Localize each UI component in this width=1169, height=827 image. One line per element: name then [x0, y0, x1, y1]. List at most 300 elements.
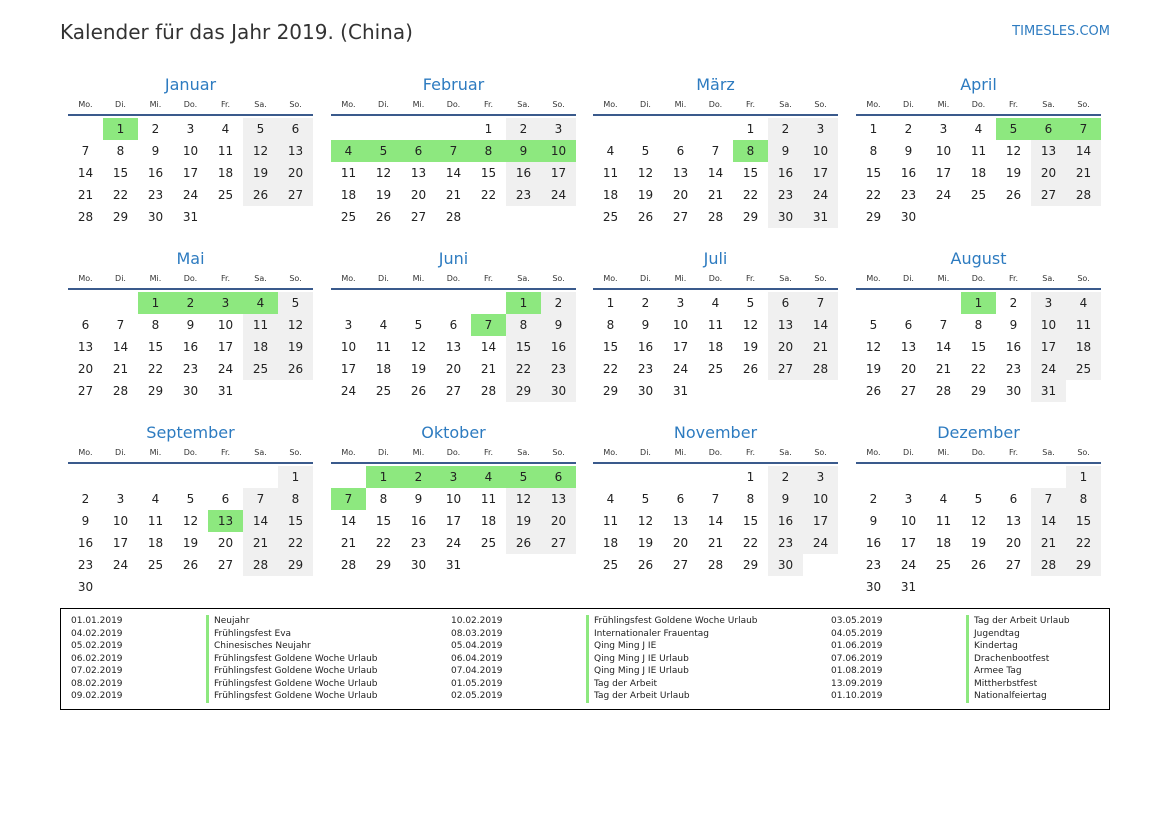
day-cell: 5	[243, 118, 278, 140]
weekday-label: Fr.	[483, 100, 494, 109]
weekday-label: Do.	[708, 100, 723, 109]
day-cell: 23	[182, 362, 199, 376]
day-cell: 11	[707, 318, 724, 332]
day-cell: 21	[803, 336, 838, 358]
day-cell: 8	[1066, 488, 1101, 510]
holiday-name: Jugendtag	[966, 628, 1020, 641]
holiday-name: Frühlingsfest Eva	[206, 628, 291, 641]
day-cell: 8	[278, 488, 313, 510]
day-cell: 27	[1031, 184, 1066, 206]
day-cell: 22	[506, 358, 541, 380]
day-cell: 3	[186, 122, 195, 136]
day-cell: 26	[506, 532, 541, 554]
day-cell: 28	[803, 358, 838, 380]
day-cell: 12	[410, 340, 427, 354]
day-cell: 7	[81, 144, 90, 158]
day-grid	[593, 118, 838, 228]
day-cell: 27	[410, 210, 427, 224]
day-cell: 17	[445, 514, 462, 528]
holiday-row	[831, 615, 1169, 628]
empty-cell	[856, 466, 891, 488]
empty-cell	[996, 466, 1031, 488]
day-cell: 14	[340, 514, 357, 528]
holiday-name: Chinesisches Neujahr	[206, 640, 311, 653]
weekday-label: Di.	[115, 274, 126, 283]
day-cell: 14	[112, 340, 129, 354]
weekday-label: Fr.	[1008, 448, 1019, 457]
day-cell: 7	[711, 492, 720, 506]
day-cell: 5	[641, 144, 650, 158]
weekday-header	[593, 447, 838, 464]
day-cell: 21	[243, 532, 278, 554]
day-cell: 9	[768, 140, 803, 162]
day-cell: 10	[672, 318, 689, 332]
month-juli	[593, 248, 838, 402]
weekday-label: So.	[289, 274, 302, 283]
empty-cell	[103, 292, 138, 314]
weekday-label: Mo.	[341, 448, 356, 457]
day-cell: 20	[672, 536, 689, 550]
holiday-row	[831, 640, 1169, 653]
day-cell: 3	[676, 296, 685, 310]
day-cell: 26	[637, 210, 654, 224]
day-cell: 18	[340, 188, 357, 202]
day-cell: 7	[1031, 488, 1066, 510]
day-cell: 30	[410, 558, 427, 572]
day-cell: 12	[742, 318, 759, 332]
day-cell: 14	[480, 340, 497, 354]
day-cell: 28	[77, 210, 94, 224]
day-cell: 7	[803, 292, 838, 314]
day-cell: 22	[602, 362, 619, 376]
day-cell: 2	[173, 292, 208, 314]
month-title: Oktober	[421, 423, 486, 442]
day-cell: 14	[707, 166, 724, 180]
day-cell: 7	[471, 314, 506, 336]
day-cell: 18	[375, 362, 392, 376]
day-cell: 20	[768, 336, 803, 358]
day-cell: 31	[900, 580, 917, 594]
weekday-header	[593, 99, 838, 116]
day-cell: 29	[742, 210, 759, 224]
day-cell: 24	[217, 362, 234, 376]
day-cell: 11	[602, 166, 619, 180]
weekday-label: Do.	[446, 274, 461, 283]
weekday-label: So.	[1077, 448, 1090, 457]
holiday-row	[71, 678, 431, 691]
weekday-label: Mi.	[412, 274, 425, 283]
day-cell: 21	[707, 188, 724, 202]
day-cell: 26	[410, 384, 427, 398]
day-cell: 16	[506, 162, 541, 184]
holiday-row	[71, 665, 431, 678]
day-cell: 14	[445, 166, 462, 180]
day-cell: 29	[865, 210, 882, 224]
day-cell: 6	[278, 118, 313, 140]
day-cell: 29	[602, 384, 619, 398]
holiday-name: Frühlingsfest Goldene Woche Urlaub	[206, 690, 378, 703]
holiday-row	[831, 665, 1169, 678]
month-title: Mai	[176, 249, 205, 268]
day-cell: 24	[900, 558, 917, 572]
weekday-label: Do.	[708, 274, 723, 283]
month-november	[593, 422, 838, 576]
day-cell: 11	[602, 514, 619, 528]
weekday-label: Mi.	[937, 100, 950, 109]
day-cell: 1	[869, 122, 878, 136]
holiday-date: 01.06.2019	[831, 641, 883, 651]
day-cell: 23	[900, 188, 917, 202]
day-cell: 18	[602, 188, 619, 202]
holiday-name: Drachenbootfest	[966, 653, 1049, 666]
holiday-row	[831, 678, 1169, 691]
weekday-header	[68, 99, 313, 116]
day-cell: 7	[116, 318, 125, 332]
holiday-date: 04.02.2019	[71, 628, 123, 639]
day-cell: 26	[970, 558, 987, 572]
weekday-label: Mi.	[674, 100, 687, 109]
holiday-list	[60, 608, 1110, 710]
empty-cell	[331, 466, 366, 488]
day-cell: 16	[77, 536, 94, 550]
day-grid	[331, 466, 576, 576]
empty-cell	[366, 118, 401, 140]
day-cell: 25	[602, 558, 619, 572]
weekday-header	[68, 447, 313, 464]
day-cell: 23	[541, 358, 576, 380]
day-cell: 7	[1066, 118, 1101, 140]
day-grid	[593, 292, 838, 402]
day-cell: 10	[340, 340, 357, 354]
holiday-row	[451, 690, 811, 703]
weekday-label: Fr.	[745, 274, 756, 283]
day-cell: 22	[742, 188, 759, 202]
day-cell: 25	[480, 536, 497, 550]
month-februar	[331, 74, 576, 228]
day-cell: 21	[445, 188, 462, 202]
day-cell: 16	[541, 336, 576, 358]
day-cell: 1	[138, 292, 173, 314]
month-title: März	[696, 75, 735, 94]
holiday-date: 05.04.2019	[451, 641, 503, 651]
day-cell: 17	[541, 162, 576, 184]
day-cell: 15	[742, 514, 759, 528]
day-cell: 22	[375, 536, 392, 550]
day-cell: 12	[182, 514, 199, 528]
day-cell: 4	[1066, 292, 1101, 314]
month-title: Januar	[164, 75, 217, 94]
day-cell: 10	[1031, 314, 1066, 336]
weekday-label: Mo.	[866, 274, 881, 283]
day-cell: 13	[1031, 140, 1066, 162]
day-cell: 15	[742, 166, 759, 180]
holiday-date: 05.02.2019	[71, 641, 123, 651]
day-cell: 7	[243, 488, 278, 510]
day-cell: 29	[1066, 554, 1101, 576]
day-cell: 30	[865, 580, 882, 594]
month-title: September	[146, 423, 235, 442]
day-cell: 21	[77, 188, 94, 202]
day-cell: 14	[707, 514, 724, 528]
day-cell: 27	[768, 358, 803, 380]
holiday-row	[451, 640, 811, 653]
day-cell: 31	[182, 210, 199, 224]
day-cell: 19	[742, 340, 759, 354]
weekday-label: Mo.	[866, 448, 881, 457]
day-cell: 10	[803, 140, 838, 162]
day-cell: 24	[803, 532, 838, 554]
weekday-label: Do.	[446, 100, 461, 109]
day-cell: 12	[278, 314, 313, 336]
weekday-header	[331, 447, 576, 464]
empty-cell	[401, 292, 436, 314]
day-cell: 13	[77, 340, 94, 354]
day-cell: 2	[401, 466, 436, 488]
day-cell: 12	[506, 488, 541, 510]
day-cell: 23	[768, 184, 803, 206]
empty-cell	[243, 466, 278, 488]
holiday-name: Internationaler Frauentag	[586, 628, 709, 641]
day-cell: 22	[278, 532, 313, 554]
day-cell: 9	[81, 514, 90, 528]
weekday-label: Mo.	[78, 274, 93, 283]
day-cell: 7	[711, 144, 720, 158]
holiday-name: Frühlingsfest Goldene Woche Urlaub	[206, 665, 378, 678]
day-cell: 15	[865, 166, 882, 180]
day-cell: 15	[480, 166, 497, 180]
empty-cell	[926, 292, 961, 314]
weekday-label: Fr.	[220, 448, 231, 457]
empty-cell	[961, 466, 996, 488]
day-cell: 30	[768, 554, 803, 576]
day-cell: 11	[340, 166, 357, 180]
holiday-name: Kindertag	[966, 640, 1018, 653]
weekday-label: So.	[289, 448, 302, 457]
day-cell: 24	[182, 188, 199, 202]
day-cell: 27	[672, 210, 689, 224]
day-cell: 16	[865, 536, 882, 550]
weekday-label: Fr.	[1008, 274, 1019, 283]
holiday-date: 04.05.2019	[831, 628, 883, 639]
weekday-label: So.	[289, 100, 302, 109]
page-title: Kalender für das Jahr 2019. (China)	[60, 20, 413, 44]
weekday-label: Mo.	[866, 100, 881, 109]
day-cell: 25	[1066, 358, 1101, 380]
day-cell: 31	[672, 384, 689, 398]
site-link[interactable]: TIMESLES.COM	[1012, 24, 1110, 39]
weekday-label: Di.	[378, 274, 389, 283]
weekday-label: Mo.	[78, 448, 93, 457]
weekday-label: Di.	[378, 100, 389, 109]
day-cell: 3	[116, 492, 125, 506]
day-cell: 4	[711, 296, 720, 310]
day-cell: 10	[803, 488, 838, 510]
day-cell: 15	[112, 166, 129, 180]
empty-cell	[698, 466, 733, 488]
weekday-label: Fr.	[745, 448, 756, 457]
day-cell: 29	[112, 210, 129, 224]
day-cell: 24	[340, 384, 357, 398]
day-cell: 14	[935, 340, 952, 354]
day-cell: 19	[637, 188, 654, 202]
day-cell: 19	[1005, 166, 1022, 180]
weekday-label: So.	[552, 448, 565, 457]
day-cell: 24	[541, 184, 576, 206]
holiday-row	[71, 615, 431, 628]
day-cell: 29	[970, 384, 987, 398]
day-cell: 22	[865, 188, 882, 202]
day-cell: 23	[1005, 362, 1022, 376]
day-cell: 24	[672, 362, 689, 376]
day-cell: 29	[375, 558, 392, 572]
day-cell: 14	[77, 166, 94, 180]
day-cell: 28	[1066, 184, 1101, 206]
weekday-header	[856, 273, 1101, 290]
day-cell: 4	[606, 144, 615, 158]
day-cell: 13	[900, 340, 917, 354]
empty-cell	[698, 118, 733, 140]
empty-cell	[366, 292, 401, 314]
day-cell: 31	[803, 206, 838, 228]
day-cell: 6	[676, 144, 685, 158]
day-cell: 2	[768, 466, 803, 488]
month-september	[68, 422, 313, 598]
day-cell: 16	[768, 162, 803, 184]
day-cell: 3	[803, 466, 838, 488]
day-cell: 13	[278, 140, 313, 162]
weekday-header	[331, 99, 576, 116]
day-cell: 23	[410, 536, 427, 550]
day-cell: 5	[974, 492, 983, 506]
holiday-row	[831, 653, 1169, 666]
holiday-name: Frühlingsfest Goldene Woche Urlaub	[206, 678, 378, 691]
holiday-row	[451, 665, 811, 678]
day-cell: 24	[803, 184, 838, 206]
weekday-label: Mo.	[603, 100, 618, 109]
day-cell: 6	[904, 318, 913, 332]
day-cell: 3	[436, 466, 471, 488]
day-cell: 2	[904, 122, 913, 136]
day-cell: 26	[243, 184, 278, 206]
day-cell: 24	[1031, 358, 1066, 380]
day-cell: 13	[768, 314, 803, 336]
weekday-label: Di.	[903, 448, 914, 457]
day-cell: 1	[366, 466, 401, 488]
day-cell: 14	[803, 314, 838, 336]
day-cell: 12	[243, 140, 278, 162]
day-cell: 19	[243, 162, 278, 184]
day-cell: 8	[506, 314, 541, 336]
day-cell: 28	[935, 384, 952, 398]
day-cell: 7	[939, 318, 948, 332]
weekday-label: Fr.	[483, 448, 494, 457]
day-cell: 27	[445, 384, 462, 398]
empty-cell	[926, 466, 961, 488]
day-cell: 25	[340, 210, 357, 224]
day-cell: 9	[641, 318, 650, 332]
weekday-label: Sa.	[779, 448, 792, 457]
day-cell: 15	[147, 340, 164, 354]
day-cell: 15	[278, 510, 313, 532]
day-cell: 9	[151, 144, 160, 158]
day-cell: 11	[935, 514, 952, 528]
empty-cell	[891, 466, 926, 488]
month-oktober	[331, 422, 576, 576]
day-cell: 8	[116, 144, 125, 158]
day-cell: 4	[379, 318, 388, 332]
day-cell: 4	[974, 122, 983, 136]
day-cell: 13	[445, 340, 462, 354]
day-cell: 8	[379, 492, 388, 506]
holiday-date: 06.02.2019	[71, 653, 123, 664]
day-cell: 1	[746, 122, 755, 136]
day-cell: 2	[768, 118, 803, 140]
day-cell: 5	[746, 296, 755, 310]
day-cell: 28	[707, 558, 724, 572]
month-title: Juni	[438, 249, 469, 268]
day-cell: 2	[869, 492, 878, 506]
day-cell: 23	[147, 188, 164, 202]
weekday-label: Di.	[640, 274, 651, 283]
weekday-label: Do.	[183, 274, 198, 283]
weekday-label: Sa.	[254, 448, 267, 457]
weekday-label: Di.	[378, 448, 389, 457]
day-cell: 21	[480, 362, 497, 376]
weekday-label: Mi.	[674, 448, 687, 457]
weekday-label: Di.	[115, 100, 126, 109]
day-cell: 1	[746, 470, 755, 484]
day-cell: 4	[243, 292, 278, 314]
day-grid	[331, 118, 576, 228]
day-cell: 18	[707, 340, 724, 354]
day-cell: 23	[865, 558, 882, 572]
day-cell: 13	[1005, 514, 1022, 528]
day-cell: 17	[1031, 336, 1066, 358]
day-cell: 23	[506, 184, 541, 206]
month-title: November	[673, 423, 758, 442]
day-cell: 30	[1005, 384, 1022, 398]
day-cell: 30	[541, 380, 576, 402]
day-cell: 5	[869, 318, 878, 332]
day-cell: 20	[278, 162, 313, 184]
day-cell: 13	[410, 166, 427, 180]
weekday-label: Mi.	[412, 448, 425, 457]
weekday-label: Fr.	[220, 100, 231, 109]
day-cell: 26	[1005, 188, 1022, 202]
empty-cell	[208, 466, 243, 488]
empty-cell	[331, 292, 366, 314]
day-cell: 20	[541, 510, 576, 532]
day-cell: 3	[1031, 292, 1066, 314]
day-cell: 16	[768, 510, 803, 532]
weekday-label: Mi.	[937, 448, 950, 457]
day-cell: 20	[77, 362, 94, 376]
day-cell: 6	[768, 292, 803, 314]
month-mai	[68, 248, 313, 402]
day-cell: 12	[865, 340, 882, 354]
holiday-row	[71, 640, 431, 653]
day-cell: 20	[900, 362, 917, 376]
day-cell: 31	[1031, 380, 1066, 402]
day-cell: 18	[602, 536, 619, 550]
day-cell: 17	[935, 166, 952, 180]
weekday-label: Mo.	[603, 448, 618, 457]
holiday-date: 13.09.2019	[831, 678, 883, 689]
weekday-label: Di.	[640, 448, 651, 457]
day-cell: 9	[414, 492, 423, 506]
holiday-name: Tag der Arbeit Urlaub	[966, 615, 1070, 628]
day-cell: 27	[541, 532, 576, 554]
